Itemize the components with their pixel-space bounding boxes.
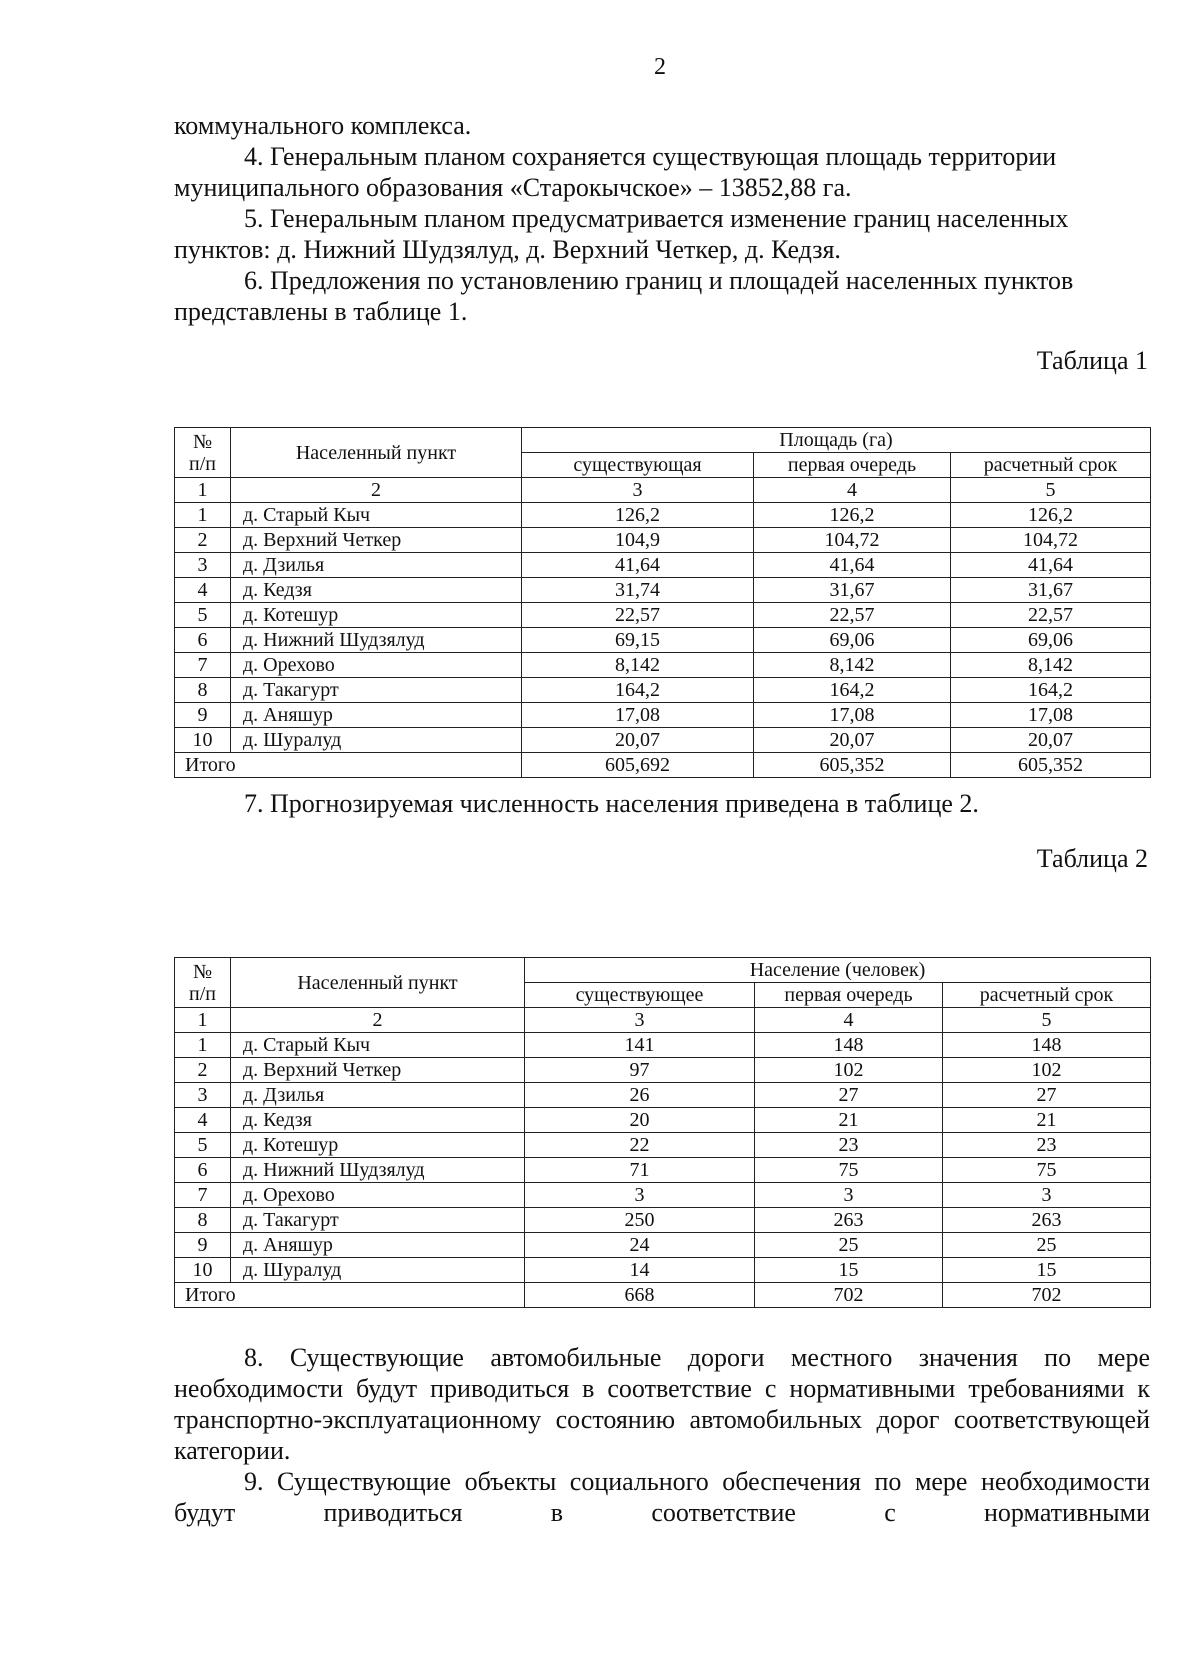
page-number: 2 bbox=[654, 54, 666, 80]
value-cell: 69,15 bbox=[522, 628, 754, 653]
closing-text bbox=[174, 1342, 1150, 1528]
value-cell: 22,57 bbox=[951, 603, 1151, 628]
settlement-name: д. Орехово bbox=[231, 653, 522, 678]
value-cell: 27 bbox=[943, 1083, 1151, 1108]
table-row bbox=[175, 1258, 1151, 1283]
index-cell: 4 bbox=[755, 1008, 943, 1033]
value-cell: 20,07 bbox=[522, 728, 754, 753]
value-cell: 8,142 bbox=[522, 653, 754, 678]
index-cell: 1 bbox=[175, 478, 231, 503]
value-cell: 27 bbox=[755, 1083, 943, 1108]
table-row bbox=[175, 1083, 1151, 1108]
value-cell: 263 bbox=[755, 1208, 943, 1233]
table-row bbox=[175, 1033, 1151, 1058]
value-cell: 26 bbox=[525, 1083, 755, 1108]
table-row bbox=[175, 628, 1151, 653]
value-cell: 8,142 bbox=[754, 653, 951, 678]
table-row bbox=[175, 603, 1151, 628]
paragraph-4: 4. Генеральным планом сохраняется существующая площадь территории муниципального образования «Старокычское» – 13852,88 га. bbox=[174, 142, 1057, 202]
table-2 bbox=[174, 957, 1151, 1308]
value-cell: 126,2 bbox=[951, 503, 1151, 528]
value-cell: 3 bbox=[525, 1183, 755, 1208]
value-cell: 141 bbox=[525, 1033, 755, 1058]
table2-subheader: расчетный срок bbox=[943, 983, 1151, 1008]
value-cell: 31,67 bbox=[754, 578, 951, 603]
table-row bbox=[175, 678, 1151, 703]
value-cell: 148 bbox=[755, 1033, 943, 1058]
row-number: 10 bbox=[175, 728, 231, 753]
value-cell: 3 bbox=[755, 1183, 943, 1208]
row-number: 8 bbox=[175, 678, 231, 703]
value-cell: 126,2 bbox=[522, 503, 754, 528]
value-cell: 71 bbox=[525, 1158, 755, 1183]
value-cell: 148 bbox=[943, 1033, 1151, 1058]
table1-col-name: Населенный пункт bbox=[231, 428, 522, 478]
total-label: Итого bbox=[175, 1283, 525, 1308]
value-cell: 15 bbox=[755, 1258, 943, 1283]
settlement-name: д. Старый Кыч bbox=[231, 503, 522, 528]
row-number: 8 bbox=[175, 1208, 231, 1233]
row-number: 1 bbox=[175, 1033, 231, 1058]
value-cell: 21 bbox=[755, 1108, 943, 1133]
table-row bbox=[175, 1208, 1151, 1233]
value-cell: 20,07 bbox=[951, 728, 1151, 753]
value-cell: 104,72 bbox=[951, 528, 1151, 553]
value-cell: 250 bbox=[525, 1208, 755, 1233]
value-cell: 75 bbox=[755, 1158, 943, 1183]
table2-subheader: первая очередь bbox=[755, 983, 943, 1008]
settlement-name: д. Старый Кыч bbox=[231, 1033, 525, 1058]
settlement-name: д. Орехово bbox=[231, 1183, 525, 1208]
value-cell: 126,2 bbox=[754, 503, 951, 528]
settlement-name: д. Такагурт bbox=[231, 1208, 525, 1233]
table1-caption: Таблица 1 bbox=[1036, 346, 1148, 375]
row-number: 2 bbox=[175, 528, 231, 553]
value-cell: 164,2 bbox=[522, 678, 754, 703]
value-cell: 102 bbox=[943, 1058, 1151, 1083]
settlement-name: д. Шуралуд bbox=[231, 728, 522, 753]
value-cell: 14 bbox=[525, 1258, 755, 1283]
table2-index-row bbox=[175, 1008, 1151, 1033]
intro-text bbox=[174, 110, 1150, 327]
value-cell: 41,64 bbox=[522, 553, 754, 578]
value-cell: 23 bbox=[943, 1133, 1151, 1158]
paragraph-continuation: коммунального комплекса. bbox=[174, 111, 472, 140]
row-number: 7 bbox=[175, 653, 231, 678]
row-number: 5 bbox=[175, 603, 231, 628]
table1-subheader: первая очередь bbox=[754, 453, 951, 478]
value-cell: 22,57 bbox=[754, 603, 951, 628]
value-cell: 104,72 bbox=[754, 528, 951, 553]
settlement-name: д. Кедзя bbox=[231, 578, 522, 603]
value-cell: 23 bbox=[755, 1133, 943, 1158]
value-cell: 104,9 bbox=[522, 528, 754, 553]
settlement-name: д. Аняшур bbox=[231, 703, 522, 728]
index-cell: 5 bbox=[943, 1008, 1151, 1033]
row-number: 6 bbox=[175, 628, 231, 653]
table-row bbox=[175, 1158, 1151, 1183]
table-row bbox=[175, 1058, 1151, 1083]
total-value: 605,352 bbox=[754, 753, 951, 778]
total-value: 702 bbox=[755, 1283, 943, 1308]
value-cell: 21 bbox=[943, 1108, 1151, 1133]
settlement-name: д. Котешур bbox=[231, 1133, 525, 1158]
row-number: 4 bbox=[175, 1108, 231, 1133]
table2-subheader: существующее bbox=[525, 983, 755, 1008]
row-number: 10 bbox=[175, 1258, 231, 1283]
settlement-name: д. Аняшур bbox=[231, 1233, 525, 1258]
row-number: 5 bbox=[175, 1133, 231, 1158]
settlement-name: д. Нижний Шудзялуд bbox=[231, 1158, 525, 1183]
index-cell: 2 bbox=[231, 478, 522, 503]
table1-index-row bbox=[175, 478, 1151, 503]
value-cell: 263 bbox=[943, 1208, 1151, 1233]
settlement-name: д. Шуралуд bbox=[231, 1258, 525, 1283]
settlement-name: д. Дзилья bbox=[231, 1083, 525, 1108]
total-value: 702 bbox=[943, 1283, 1151, 1308]
table-row bbox=[175, 703, 1151, 728]
settlement-name: д. Котешур bbox=[231, 603, 522, 628]
table-row bbox=[175, 1108, 1151, 1133]
table-row bbox=[175, 1133, 1151, 1158]
paragraph-8: 8. Существующие автомобильные дороги местного значения по мере необходимости будут приводиться в соответствие с нормативными требованиями к транспортно-эксплуатационному состоянию автомобильных дорог соответствующей категории. bbox=[174, 1343, 1150, 1465]
index-cell: 3 bbox=[522, 478, 754, 503]
value-cell: 20,07 bbox=[754, 728, 951, 753]
table2-caption: Таблица 2 bbox=[1036, 844, 1148, 873]
total-value: 605,692 bbox=[522, 753, 754, 778]
row-number: 4 bbox=[175, 578, 231, 603]
row-number: 2 bbox=[175, 1058, 231, 1083]
index-cell: 3 bbox=[525, 1008, 755, 1033]
table2-group-header: Население (человек) bbox=[525, 958, 1151, 983]
table-row bbox=[175, 578, 1151, 603]
settlement-name: д. Верхний Четкер bbox=[231, 1058, 525, 1083]
table2-col-number: № п/п bbox=[175, 958, 231, 1008]
value-cell: 17,08 bbox=[522, 703, 754, 728]
row-number: 9 bbox=[175, 703, 231, 728]
row-number: 3 bbox=[175, 553, 231, 578]
value-cell: 41,64 bbox=[754, 553, 951, 578]
index-cell: 5 bbox=[951, 478, 1151, 503]
value-cell: 102 bbox=[755, 1058, 943, 1083]
index-cell: 1 bbox=[175, 1008, 231, 1033]
settlement-name: д. Нижний Шудзялуд bbox=[231, 628, 522, 653]
settlement-name: д. Дзилья bbox=[231, 553, 522, 578]
row-number: 3 bbox=[175, 1083, 231, 1108]
row-number: 1 bbox=[175, 503, 231, 528]
table-row bbox=[175, 1183, 1151, 1208]
table-row bbox=[175, 528, 1151, 553]
settlement-name: д. Верхний Четкер bbox=[231, 528, 522, 553]
settlement-name: д. Кедзя bbox=[231, 1108, 525, 1133]
row-number: 7 bbox=[175, 1183, 231, 1208]
value-cell: 22,57 bbox=[522, 603, 754, 628]
total-row bbox=[175, 753, 1151, 778]
value-cell: 97 bbox=[525, 1058, 755, 1083]
value-cell: 20 bbox=[525, 1108, 755, 1133]
table-row bbox=[175, 503, 1151, 528]
value-cell: 41,64 bbox=[951, 553, 1151, 578]
total-value: 668 bbox=[525, 1283, 755, 1308]
value-cell: 22 bbox=[525, 1133, 755, 1158]
total-row bbox=[175, 1283, 1151, 1308]
paragraph-9: 9. Существующие объекты социального обеспечения по мере необходимости будут приводиться в соответствие с нормативными bbox=[174, 1467, 1150, 1527]
table1-subheader: расчетный срок bbox=[951, 453, 1151, 478]
table1-subheader: существующая bbox=[522, 453, 754, 478]
total-value: 605,352 bbox=[951, 753, 1151, 778]
value-cell: 8,142 bbox=[951, 653, 1151, 678]
table2-col-name: Населенный пункт bbox=[231, 958, 525, 1008]
value-cell: 164,2 bbox=[754, 678, 951, 703]
paragraph-5: 5. Генеральным планом предусматривается изменение границ населенных пунктов: д. Нижний Шудзялуд, д. Верхний Четкер, д. Кедзя. bbox=[174, 204, 1069, 264]
table-row bbox=[175, 728, 1151, 753]
value-cell: 69,06 bbox=[951, 628, 1151, 653]
row-number: 9 bbox=[175, 1233, 231, 1258]
value-cell: 17,08 bbox=[951, 703, 1151, 728]
value-cell: 31,67 bbox=[951, 578, 1151, 603]
value-cell: 25 bbox=[755, 1233, 943, 1258]
value-cell: 3 bbox=[943, 1183, 1151, 1208]
table-1 bbox=[174, 427, 1151, 778]
value-cell: 75 bbox=[943, 1158, 1151, 1183]
paragraph-6: 6. Предложения по установлению границ и площадей населенных пунктов представлены в таблице 1. bbox=[174, 266, 1074, 326]
value-cell: 164,2 bbox=[951, 678, 1151, 703]
table1-col-number: № п/п bbox=[175, 428, 231, 478]
value-cell: 69,06 bbox=[754, 628, 951, 653]
settlement-name: д. Такагурт bbox=[231, 678, 522, 703]
total-label: Итого bbox=[175, 753, 522, 778]
index-cell: 4 bbox=[754, 478, 951, 503]
row-number: 6 bbox=[175, 1158, 231, 1183]
value-cell: 31,74 bbox=[522, 578, 754, 603]
value-cell: 15 bbox=[943, 1258, 1151, 1283]
value-cell: 17,08 bbox=[754, 703, 951, 728]
index-cell: 2 bbox=[231, 1008, 525, 1033]
table-row bbox=[175, 653, 1151, 678]
value-cell: 24 bbox=[525, 1233, 755, 1258]
paragraph-7: 7. Прогнозируемая численность населения приведена в таблице 2. bbox=[244, 789, 979, 818]
table1-group-header: Площадь (га) bbox=[522, 428, 1151, 453]
table-row bbox=[175, 553, 1151, 578]
value-cell: 25 bbox=[943, 1233, 1151, 1258]
table-row bbox=[175, 1233, 1151, 1258]
